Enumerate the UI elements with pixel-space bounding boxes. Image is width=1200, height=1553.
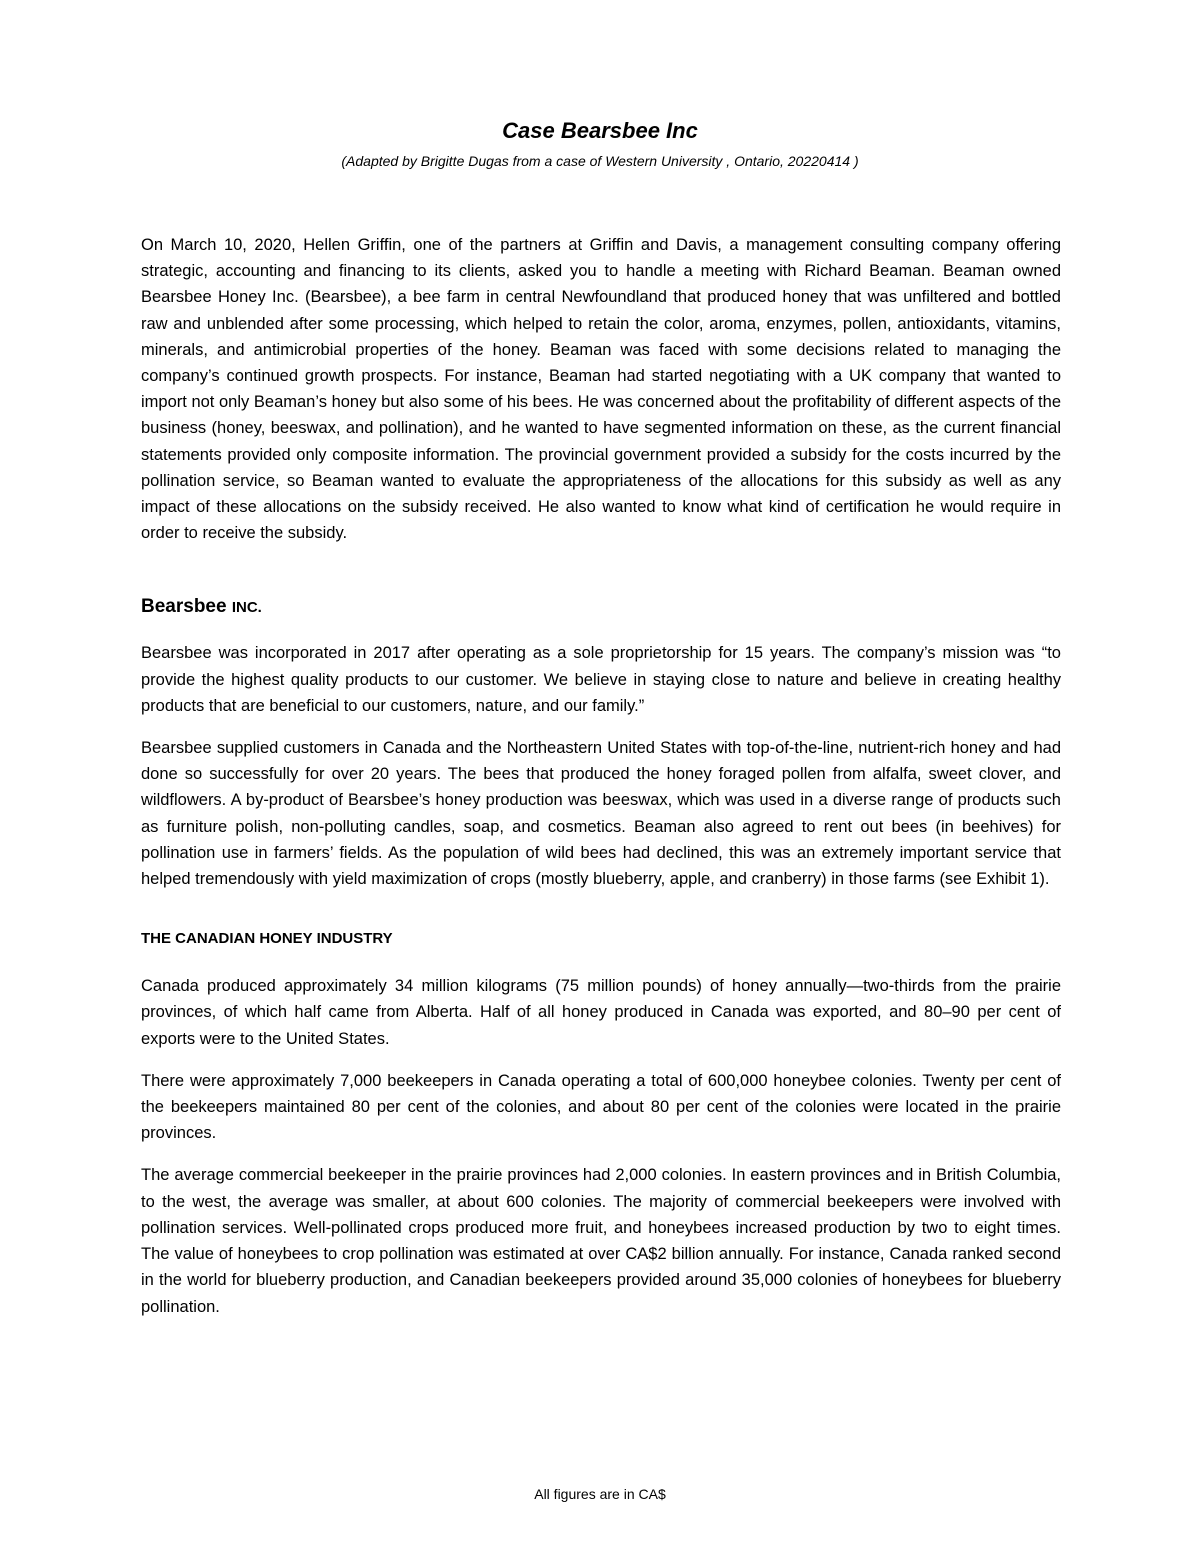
document-title: Case Bearsbee Inc — [502, 118, 698, 143]
intro-paragraph: On March 10, 2020, Hellen Griffin, one of the partners at Griffin and Davis, a management consulting company offering strategic, accounting and financing to its clients, asked you to handle a meeting with Richard Beaman. Beaman owned Bearsbee Honey Inc. (Bearsbee), a bee farm in central Newfoundland that produced honey that was unfiltered and bottled raw and unblended after some processing, which helped to retain the color, aroma, enzymes, pollen, antioxidants, vitamins, minerals, and antimicrobial properties of the honey. Beaman was faced with some decisions related to managing the company’s continued growth prospects. For instance, Beaman had started negotiating with a UK company that wanted to import not only Beaman’s honey but also some of his bees. He was concerned about the profitability of different aspects of the business (honey, beeswax, and pollination), and he wanted to have segmented information on these, as the current financial statements provided only composite information. The provincial government provided a subsidy for the costs incurred by the pollination service, so Beaman wanted to evaluate the appropriateness of the allocations for this subsidy as well as any impact of these allocations on the subsidy received. He also wanted to know what kind of certification he would require in order to receive the subsidy. — [141, 236, 1061, 543]
section-heading-small: INC. — [231, 599, 262, 617]
bearsbee-paragraph-2: Bearsbee supplied customers in Canada and the Northeastern United States with top-of-the-line, nutrient-rich honey and had done so successfully for over 20 years. The bees that produced the honey foraged pollen from alfalfa, sweet clover, and wildflowers. A by-product of Bearsbee’s honey production was beeswax, which was used in a diverse range of products such as furniture polish, non-polluting candles, soap, and cosmetics. Beaman also agreed to rent out bees (in beehives) for pollination use in farmers’ fields. As the population of wild bees had declined, this was an extremely important service that helped tremendously with yield maximization of crops (mostly blueberry, apple, and cranberry) in those farms (see Exhibit 1). — [141, 739, 1061, 889]
page-footer: All figures are in CA$ — [534, 1486, 666, 1502]
section-heading-industry: THE CANADIAN HONEY INDUSTRY — [141, 930, 393, 948]
industry-paragraph-1: Canada produced approximately 34 million kilograms (75 million pounds) of honey annually—two-thirds from the prairie provinces, of which half came from Alberta. Half of all honey produced in Canada was exported, and 80–90 per cent of exports were to the United States. — [141, 977, 1061, 1048]
industry-paragraph-3: The average commercial beekeeper in the prairie provinces had 2,000 colonies. In eastern provinces and in British Columbia, to the west, the average was smaller, at about 600 colonies. The majority of commercial beekeepers were involved with pollination services. Well-pollinated crops produced more fruit, and honeybees increased production by two to eight times. The value of honeybees to crop pollination was estimated at over CA$2 billion annually. For instance, Canada ranked second in the world for blueberry production, and Canadian beekeepers provided around 35,000 colonies of honeybees for blueberry pollination. — [141, 1166, 1061, 1316]
section-heading-bearsbee — [141, 596, 1061, 618]
document-subtitle: (Adapted by Brigitte Dugas from a case of Western University , Ontario, 20220414 ) — [341, 153, 859, 169]
bearsbee-paragraph-1: Bearsbee was incorporated in 2017 after operating as a sole proprietorship for 15 years. The company’s mission was “to provide the highest quality products to our customer. We believe in staying close to nature and believe in creating healthy products that are beneficial to our customers, nature, and our family.” — [141, 644, 1061, 715]
industry-paragraph-2: There were approximately 7,000 beekeepers in Canada operating a total of 600,000 honeybee colonies. Twenty per cent of the beekeepers maintained 80 per cent of the colonies, and about 80 per cent of the colonies were located in the prairie provinces. — [141, 1071, 1061, 1143]
section-heading-main: Bearsbee — [141, 596, 232, 618]
document-body — [141, 232, 1061, 1336]
